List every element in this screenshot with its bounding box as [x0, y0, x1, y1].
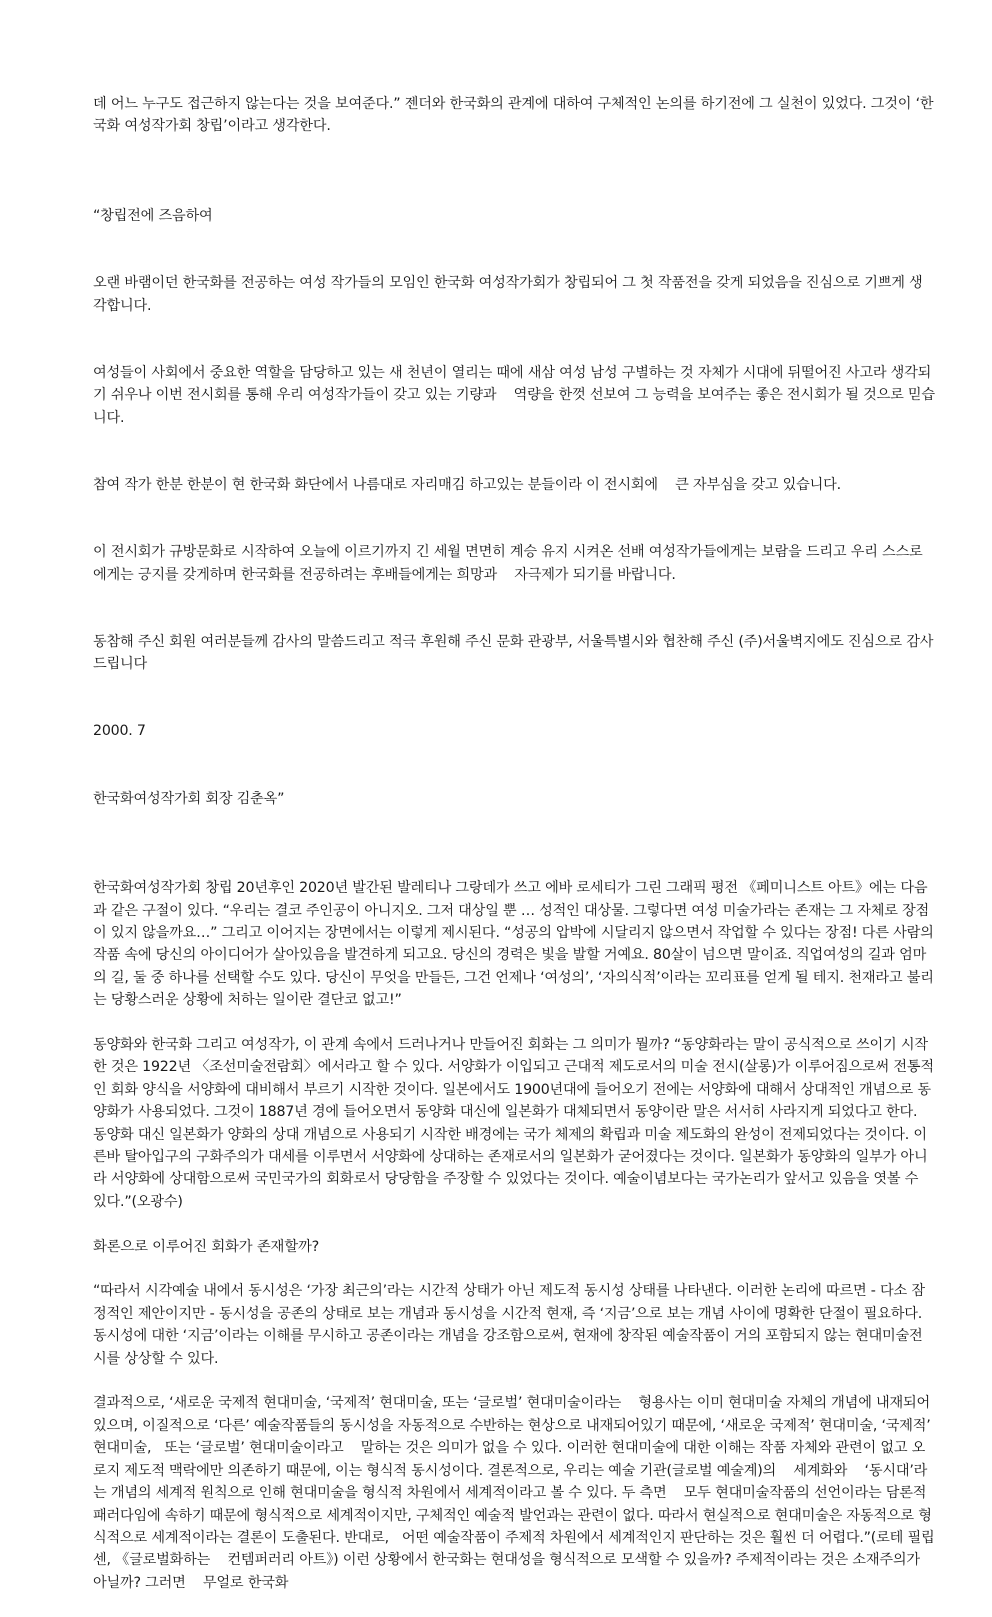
conclusion-paragraph: 결과적으로, ‘새로운 국제적 현대미술, ‘국제적’ 현대미술, 또는 ‘글로벌’ 현대미술이라는 형용사는 이미 현대미술 자체의 개념에 내재되어 있으며, 이질적으로 ‘다른’ 예술작품들의 동시성을 자동적으로 수반하는 현상으로 내재되어있기 때문에, ‘새로운 국제적’ 현대미술, ‘국제적’ 현대미술, 또는 ‘글로벌’ 현대미술이라고 말하는 것은 의미가 없을 수 있다. 이러한 현대미술에 대한 이해는 작품 자체와 관련이 없고 오로지 제도적 맥락에만 의존하기 때문에, 이는 형식적 동시성이다. 결론적으로, 우리는 예술 기관(글로벌 예술계)의 세계화와 ‘동시대’라는 개념의 세계적 원칙으로 인해 현대미술을 형식적 차원에서 세계적이라고 볼 수 있다. 두 측면 모두 현대미술작품의 선언이라는 담론적 패러다임에 속하기 때문에 형식적으로 세계적이지만, 구체적인 예술적 발언과는 관련이 없다. 따라서 현실적으로 현대미술은 자동적으로 형식적으로 세계적이라는 결론이 도출된다. 반대로, 어떤 예술작품이 주제적 차원에서 세계적인지 판단하는 것은 훨씬 더 어렵다.”(로테 필립센, 《글로벌화하는 컨템퍼러리 아트》) 이런 상황에서 한국화는 현대성을 형식적으로 모색할 수 있을까? 주제적이라는 것은 소재주의가 아닐까? 그러면 무얼로 한국화	[93, 1395, 935, 1591]
oriental-painting-paragraph: 동양화와 한국화 그리고 여성작가, 이 관계 속에서 드러나거나 만들어진 회화는 그 의미가 뭘까? “동양화라는 말이 공식적으로 쓰이기 시작한 것은 1922년 〈조선미술전람회〉에서라고 할 수 있다. 서양화가 이입되고 근대적 제도로서의 미술 전시(살롱)가 이루어짐으로써 전통적인 회화 양식을 서양화에 대비해서 부르기 시작한 것이다. 일본에서도 1900년대에 들어오기 전에는 서양화에 대해서 상대적인 개념으로 동양화가 사용되었다. 그것이 1887년 경에 들어오면서 동양화 대신에 일본화가 대체되면서 동양이란 말은 서서히 사라지게 되었다고 한다. 동양화 대신 일본화가 양화의 상대 개념으로 사용되기 시작한 배경에는 국가 체제의 확립과 미술 제도화의 완성이 전제되었다는 것이다. 이른바 탈아입구의 구화주의가 대세를 이루면서 서양화에 상대하는 존재로서의 일본화가 굳어졌다는 것이다. 일본화가 동양화의 일부가 아니라 서양화에 상대함으로써 국민국가의 회화로서 당당함을 주장할 수 있었다는 것이다. 예술이념보다는 국가논리가 앞서고 있음을 엿볼 수 있다.”(오광수)	[93, 1037, 934, 1210]
letter-date: 2000. 7	[93, 723, 146, 740]
founding-letter	[93, 160, 935, 855]
intro-paragraph: 데 어느 누구도 접근하지 않는다는 것을 보여준다.” 젠더와 한국화의 관계에 대하여 구체적인 논의를 하기전에 그 실천이 있었다. 그것이 ‘한국화 여성작가회 창립’이라고 생각한다.	[93, 96, 934, 135]
letter-paragraph-3: 참여 작가 한분 한분이 현 한국화 화단에서 나름대로 자리매김 하고있는 분들이라 이 전시회에 큰 자부심을 갖고 있습니다.	[93, 476, 841, 493]
document-page	[93, 93, 938, 1617]
letter-title: “창립전에 즈음하여	[93, 208, 213, 225]
contemporaneity-paragraph: “따라서 시각예술 내에서 동시성은 ‘가장 최근의’라는 시간적 상태가 아닌 제도적 동시성 상태를 나타낸다. 이러한 논리에 따르면 - 다소 잠정적인 제안이지만 - 동시성을 공존의 상태로 보는 개념과 동시성을 시간적 현재, 즉 ‘지금’으로 보는 개념 사이에 명확한 단절이 필요하다. 동시성에 대한 ‘지금’이라는 이해를 무시하고 공존이라는 개념을 강조함으로써, 현재에 창작된 예술작품이 거의 포함되지 않는 현대미술전시를 상상할 수 있다.	[93, 1283, 927, 1367]
letter-paragraph-1: 오랜 바램이던 한국화를 전공하는 여성 작가들의 모임인 한국화 여성작가회가 창립되어 그 첫 작품전을 갖게 되었음을 진심으로 기쁘게 생각합니다.	[93, 275, 923, 314]
letter-paragraph-2: 여성들이 사회에서 중요한 역할을 담당하고 있는 새 천년이 열리는 때에 새삼 여성 남성 구별하는 것 자체가 시대에 뒤떨어진 사고라 생각되기 쉬우나 이번 전시회를 통해 우리 여성작가들이 갖고 있는 기량과 역량을 한껏 선보여 그 능력을 보여주는 좋은 전시회가 될 것으로 믿습니다.	[93, 364, 935, 426]
feminist-art-paragraph: 한국화여성작가회 창립 20년후인 2020년 발간된 발레티나 그랑데가 쓰고 에바 로세티가 그린 그래픽 평전 《페미니스트 아트》에는 다음과 같은 구절이 있다. “우리는 결코 주인공이 아니지오. 그저 대상일 뿐 … 성적인 대상물. 그렇다면 여성 미술가라는 존재는 그 자체로 장점이 있지 않을까요…” 그리고 이어지는 장면에서는 이렇게 제시된다. “성공의 압박에 시달리지 않으면서 작업할 수 있다는 장점! 다른 사람의 작품 속에 당신의 아이디어가 살아있음을 발견하게 되고요. 당신의 경력은 빛을 발할 거예요. 80살이 넘으면 말이죠. 직업여성의 길과 엄마의 길, 둘 중 하나를 선택할 수도 있다. 당신이 무엇을 만들든, 그건 언제나 ‘여성의’, ‘자의식적’이라는 꼬리표를 얻게 될 테지. 천재라고 불리는 당황스러운 상황에 처하는 일이란 결단코 없고!”	[93, 880, 938, 1009]
section-heading: 화론으로 이루어진 회화가 존재할까?	[93, 1238, 320, 1255]
letter-signature: 한국화여성작가회 회장 김춘옥”	[93, 790, 285, 807]
letter-paragraph-5: 동참해 주신 회원 여러분들께 감사의 말씀드리고 적극 후원해 주신 문화 관광부, 서울특별시와 협찬해 주신 (주)서울벽지에도 진심으로 감사드립니다	[93, 633, 934, 673]
letter-paragraph-4: 이 전시회가 규방문화로 시작하여 오늘에 이르기까지 긴 세월 면면히 계승 유지 시켜온 선배 여성작가들에게는 보람을 드리고 우리 스스로에게는 긍지를 갖게하며 한국화를 전공하려는 후배들에게는 희망과 자극제가 되기를 바랍니다.	[93, 544, 923, 583]
